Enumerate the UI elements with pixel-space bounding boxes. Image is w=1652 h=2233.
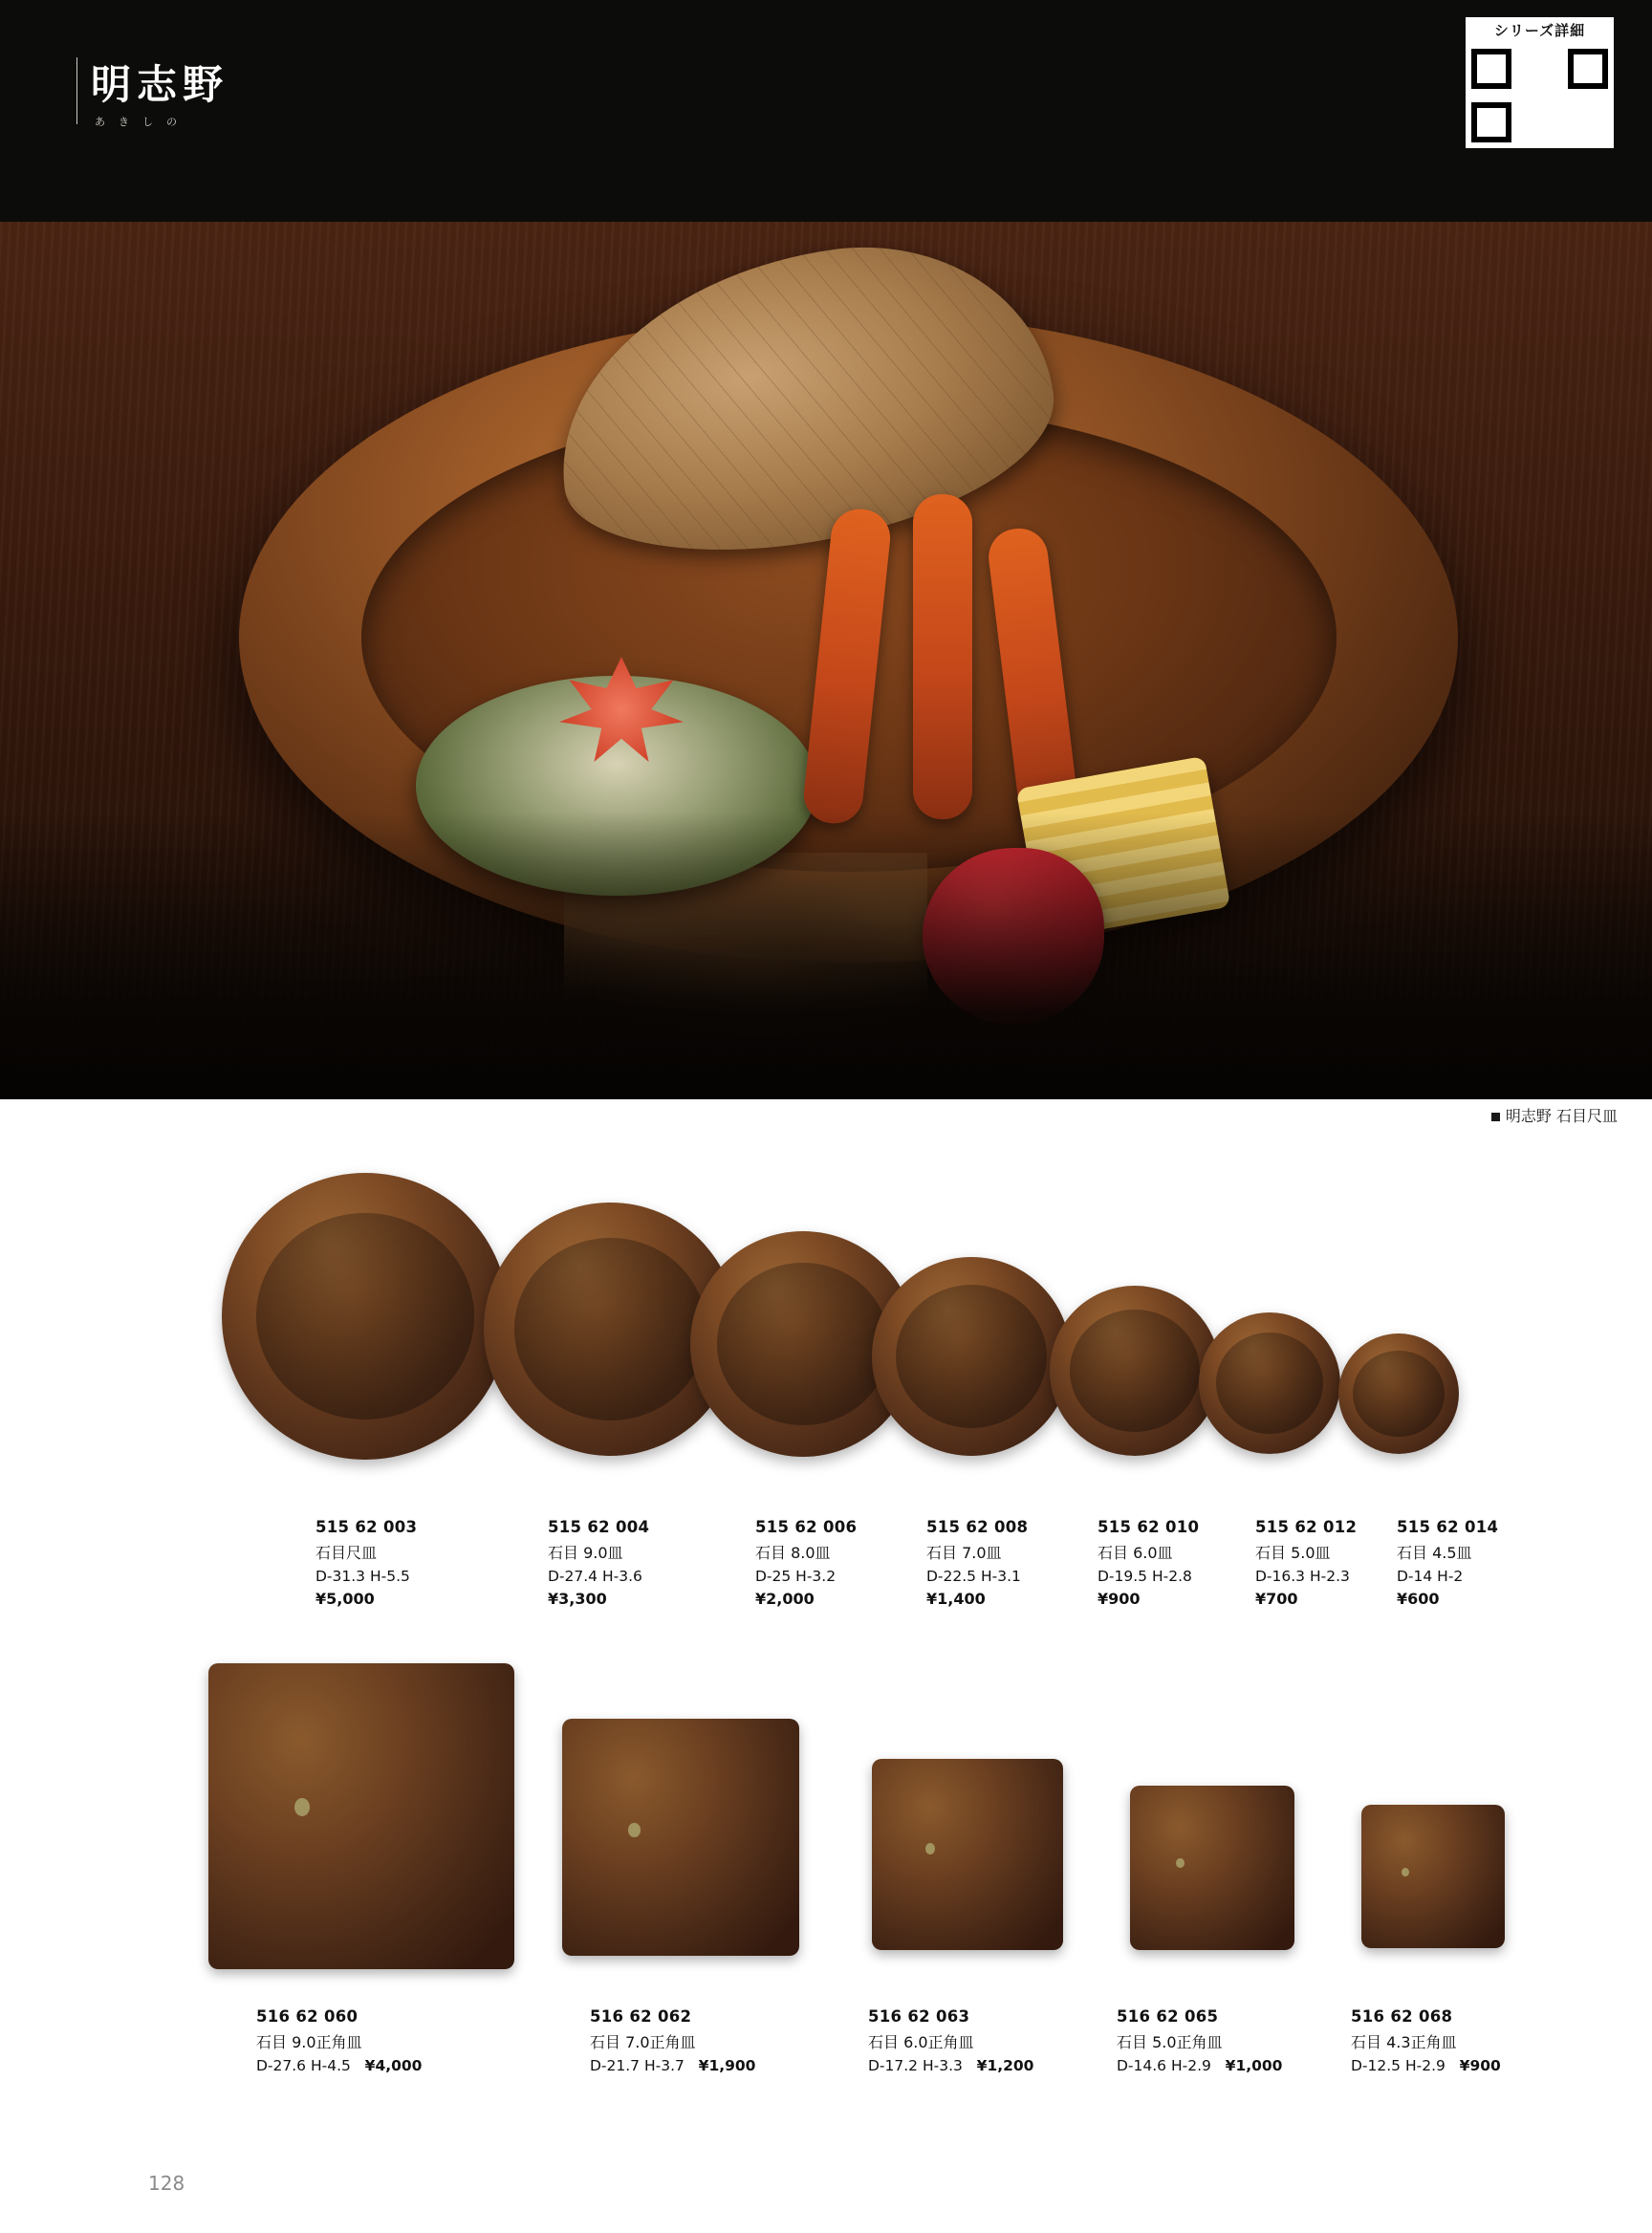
square-plate-4 (1130, 1786, 1294, 1950)
product-dimensions: D-17.2 H-3.3 (868, 2057, 963, 2074)
product-dimensions: D-16.3 H-2.3 (1255, 1568, 1350, 1585)
round-plate-6 (1199, 1312, 1340, 1454)
round-plate-5 (1050, 1286, 1220, 1456)
product-label-round-5 (1098, 1518, 1199, 1608)
product-label-round-6 (1255, 1518, 1357, 1608)
plate-speck (925, 1843, 935, 1854)
product-dimensions-price (1117, 2057, 1282, 2074)
shrimp-2 (913, 494, 972, 819)
product-price: ¥1,000 (1225, 2057, 1283, 2074)
series-title-kana: あきしの (95, 116, 190, 128)
plate-speck (1402, 1868, 1409, 1876)
square-plate-labels (0, 2007, 1652, 2113)
product-dimensions: D-27.6 H-4.5 (256, 2057, 351, 2074)
hero-section (0, 0, 1652, 1099)
product-name: 石目 8.0皿 (755, 1544, 831, 1562)
product-name: 石目 7.0正角皿 (590, 2033, 696, 2051)
product-label-round-2 (548, 1518, 649, 1608)
product-label-square-1 (256, 2007, 422, 2074)
square-plate-3 (872, 1759, 1063, 1950)
product-code: 516 62 063 (868, 2007, 970, 2026)
round-plate-labels (0, 1518, 1652, 1652)
product-price: ¥900 (1459, 2057, 1501, 2074)
product-code: 515 62 010 (1098, 1518, 1200, 1536)
product-label-square-4 (1117, 2007, 1282, 2074)
product-price: ¥2,000 (755, 1590, 815, 1608)
product-code: 516 62 060 (256, 2007, 359, 2026)
product-price: ¥1,200 (976, 2057, 1034, 2074)
product-name: 石目 4.5皿 (1397, 1544, 1472, 1562)
product-code: 516 62 062 (590, 2007, 692, 2026)
product-label-square-5 (1351, 2007, 1501, 2074)
series-title-kanji: 明志野 (91, 61, 229, 108)
qr-caption: シリーズ詳細 (1466, 17, 1614, 43)
product-label-round-3 (755, 1518, 857, 1608)
square-plate-1 (208, 1663, 514, 1969)
product-price: ¥3,300 (548, 1590, 607, 1608)
product-dimensions: D-27.4 H-3.6 (548, 1568, 642, 1585)
product-name: 石目 5.0正角皿 (1117, 2033, 1223, 2051)
product-dimensions-price (868, 2057, 1033, 2074)
product-price: ¥4,000 (364, 2057, 423, 2074)
product-label-round-7 (1397, 1518, 1498, 1608)
product-code: 515 62 014 (1397, 1518, 1499, 1536)
qr-block[interactable] (1466, 17, 1614, 148)
product-dimensions: D-14.6 H-2.9 (1117, 2057, 1211, 2074)
plate-speck (1176, 1858, 1185, 1868)
round-plate-7 (1338, 1333, 1459, 1454)
product-name: 石目 4.3正角皿 (1351, 2033, 1457, 2051)
product-dimensions: D-14 H-2 (1397, 1568, 1464, 1585)
round-plate-row (0, 1161, 1652, 1506)
hero-photo (0, 222, 1652, 1099)
product-price: ¥5,000 (315, 1590, 375, 1608)
square-plate-2 (562, 1719, 799, 1956)
round-plate-1 (222, 1173, 509, 1460)
hero-caption (1491, 1104, 1618, 1126)
caption-bullet-icon (1491, 1113, 1500, 1121)
product-label-square-3 (868, 2007, 1033, 2074)
product-code: 515 62 003 (315, 1518, 418, 1536)
product-code: 515 62 004 (548, 1518, 650, 1536)
product-code: 515 62 012 (1255, 1518, 1358, 1536)
product-dimensions: D-21.7 H-3.7 (590, 2057, 685, 2074)
qr-code-icon[interactable] (1466, 43, 1614, 148)
product-name: 石目 7.0皿 (926, 1544, 1002, 1562)
product-name: 石目 9.0皿 (548, 1544, 623, 1562)
product-dimensions: D-22.5 H-3.1 (926, 1568, 1021, 1585)
page-number: 128 (148, 2172, 185, 2195)
product-name: 石目 9.0正角皿 (256, 2033, 362, 2051)
product-price: ¥1,900 (698, 2057, 756, 2074)
product-dimensions: D-25 H-3.2 (755, 1568, 837, 1585)
product-label-square-2 (590, 2007, 755, 2074)
product-code: 515 62 008 (926, 1518, 1029, 1536)
square-plate-row (0, 1663, 1652, 2046)
product-name: 石目尺皿 (315, 1544, 378, 1562)
product-code: 515 62 006 (755, 1518, 858, 1536)
product-dimensions-price (256, 2057, 422, 2074)
title-divider (76, 57, 77, 124)
product-price: ¥1,400 (926, 1590, 986, 1608)
photo-shadow-gradient (0, 813, 1652, 1099)
qr-finder-bottom-left (1471, 102, 1511, 142)
product-dimensions-price (590, 2057, 755, 2074)
product-price: ¥900 (1098, 1590, 1141, 1608)
product-dimensions: D-12.5 H-2.9 (1351, 2057, 1446, 2074)
hero-header-bar (0, 0, 1652, 222)
square-plate-5 (1361, 1805, 1505, 1948)
plate-speck (294, 1798, 310, 1816)
product-label-round-1 (315, 1518, 417, 1608)
product-name: 石目 5.0皿 (1255, 1544, 1331, 1562)
product-label-round-4 (926, 1518, 1028, 1608)
product-dimensions-price (1351, 2057, 1501, 2074)
product-dimensions: D-31.3 H-5.5 (315, 1568, 410, 1585)
series-title (91, 61, 229, 129)
round-plate-4 (872, 1257, 1071, 1456)
product-name: 石目 6.0皿 (1098, 1544, 1173, 1562)
product-price: ¥600 (1397, 1590, 1440, 1608)
product-name: 石目 6.0正角皿 (868, 2033, 974, 2051)
product-code: 516 62 068 (1351, 2007, 1453, 2026)
product-dimensions: D-19.5 H-2.8 (1098, 1568, 1192, 1585)
hero-caption-text: 明志野 石目尺皿 (1505, 1107, 1618, 1125)
product-price: ¥700 (1255, 1590, 1298, 1608)
product-code: 516 62 065 (1117, 2007, 1219, 2026)
plate-speck (628, 1823, 640, 1837)
